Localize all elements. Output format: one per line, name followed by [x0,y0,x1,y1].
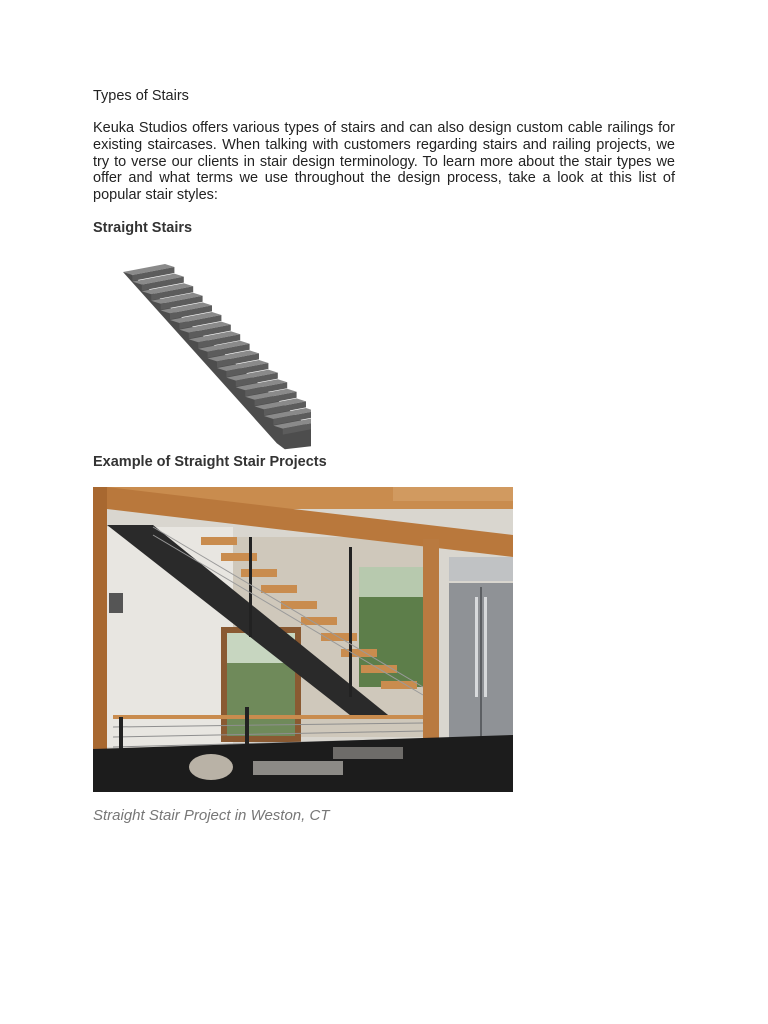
section-heading-straight-stairs: Straight Stairs [93,219,193,236]
document-page [93,86,675,824]
straight-stairs-illustration [121,258,311,450]
project-photo-illustration [93,487,513,792]
intro-paragraph: Keuka Studios offers various types of stairs and can also design custom cable railings for existing staircases. When talking with customers regarding stairs and railing projects, we try to verse our clients in stair design terminology. To learn more about the stair types we offer and what terms we use throughout the design process, take a look at this list of popular stair styles: [93,120,675,204]
photo-caption: Straight Stair Project in Weston, CT [93,807,330,824]
straight-stairs-diagram [121,258,311,450]
document-title: Types of Stairs [93,88,189,104]
section-heading-examples: Example of Straight Stair Projects [93,454,327,470]
straight-stair-project-photo [93,487,513,792]
